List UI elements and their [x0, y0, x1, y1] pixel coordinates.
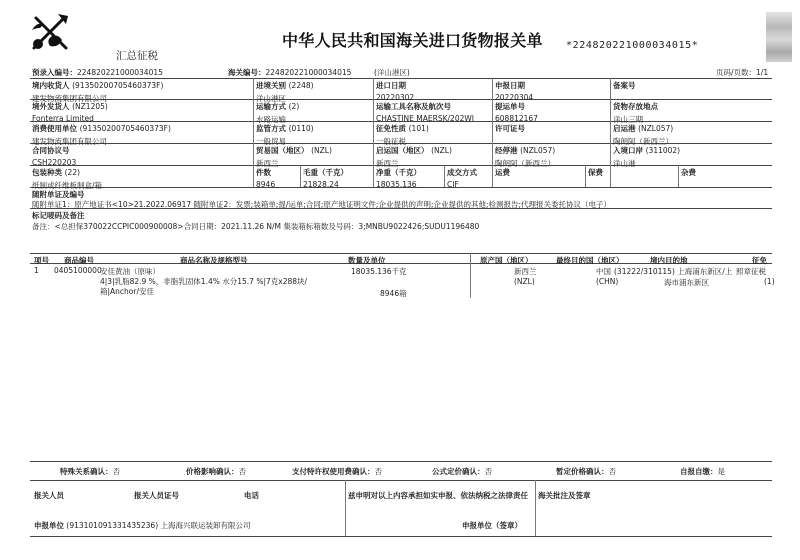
package-type-field: 包装种类 (22) 纸制或纤维板制盒/箱 — [32, 168, 103, 190]
page-title: 中华人民共和国海关进口货物报关单 — [282, 31, 543, 50]
docs-label: 随附单证及编号 — [32, 190, 85, 199]
goods-header-exemption: 征免 — [752, 256, 767, 265]
freight-field: 运费 — [495, 168, 510, 177]
goods-code: 0405100000 — [54, 266, 102, 275]
customs-number: 海关编号：224820221000034015 — [228, 68, 352, 77]
marks-label: 标记唛码及备注 — [32, 211, 85, 220]
declarant-label: 报关人员 — [34, 491, 64, 500]
special-relation-confirm: 特殊关系确认：否 — [60, 467, 120, 476]
goods-qty-weight: 18035.136千克 — [351, 267, 407, 276]
declare-unit-seal: 申报单位（签章） — [462, 521, 522, 530]
barcode-text: *224820221000034015* — [566, 40, 699, 51]
docs-line: 随附单证1：原产地证书<10>21.2022.06917 随附单证2：发票;装箱单;提/运单;合同;原产地证明文件;企业提供的声明;企业提供的其他;检测报告;代理报关委托协议（电子） — [32, 200, 612, 209]
pieces-field: 件数 8946 — [256, 168, 276, 189]
goods-dest-place-line2: 海市浦东新区 — [664, 278, 709, 287]
page-number: 页码/页数：1/1 — [716, 68, 769, 77]
transport-tool-field: 运输工具名称及航次号 CHASTINE MAERSK/202WI — [376, 102, 474, 123]
legal-statement: 兹申明对以上内容承担如实申报、依法纳税之法律责任 — [348, 491, 528, 500]
tax-nature-field: 征免性质 (101) 一般征税 — [376, 124, 429, 146]
consumer-field: 消费使用单位 (91350200705460373F) 建发物流集团有限公司 — [32, 124, 171, 146]
overseas-shipper-field: 境外发货人 (NZ1205) Fonterra Limited — [32, 102, 108, 123]
net-weight-field: 净重（千克） 18035.136 — [376, 168, 421, 189]
entry-port-field: 入境口岸 (311002) 洋山港 — [613, 146, 681, 168]
entry-customs-field: 进境关别 (2248) 洋山港区 — [256, 81, 314, 103]
declarant-cert-label: 报关人员证号 — [134, 491, 179, 500]
misc-fee-field: 杂费 — [681, 168, 696, 177]
goods-name-line1: 安佳黄油（原味） — [100, 267, 160, 276]
goods-header-qty: 数量及单位 — [348, 256, 386, 265]
customs-remarks-label: 海关批注及签章 — [538, 491, 591, 500]
goods-origin-name: 新西兰 — [514, 267, 537, 276]
license-number-field: 许可证号 — [495, 124, 525, 133]
goods-header-code: 商品编号 — [64, 256, 94, 265]
phone-label: 电话 — [244, 491, 259, 500]
transit-port-field: 经停港 (NZL057) 陶朗阿（新西兰） — [495, 146, 556, 168]
supervision-mode-field: 监管方式 (0110) 一般贸易 — [256, 124, 314, 146]
insurance-field: 保费 — [588, 168, 603, 177]
contract-number-field: 合同协议号 CSH220203 — [32, 146, 77, 167]
goods-name-line2: 4|3|乳脂82.9 %，非脂乳固体1.4% 水分15.7 %|7克x288块/箱|Anchor/安佳 — [100, 277, 308, 296]
import-date-field: 进口日期 20220302 — [376, 81, 415, 102]
goods-dest-country-code: (CHN) — [596, 277, 619, 286]
redacted-qr-code — [766, 12, 792, 62]
goods-header-item-no: 项号 — [34, 256, 49, 265]
declare-unit: 申报单位 (913101091331435236) 上海海兴联运装卸有限公司 — [34, 521, 251, 530]
pre-entry-number: 预录入编号：224820221000034015 — [32, 68, 163, 77]
deal-mode-field: 成交方式 CIF — [447, 168, 477, 189]
goods-item-no: 1 — [34, 266, 39, 275]
goods-dest-country: 中国 — [596, 267, 611, 276]
trade-country-field: 贸易国（地区） (NZL) 新西兰 — [256, 146, 332, 168]
goods-header-origin: 原产国（地区） — [480, 256, 533, 265]
goods-header-name: 商品名称及规格型号 — [180, 256, 248, 265]
goods-header-dest-place: 境内目的地 — [650, 256, 688, 265]
self-pay-confirm: 自报自缴：是 — [680, 467, 725, 476]
formula-price-confirm: 公式定价确认：否 — [432, 467, 492, 476]
goods-exemption-line1: 照章征税 — [736, 267, 766, 276]
record-number-field: 备案号 — [613, 81, 636, 90]
goods-dest-place-line1: (31222/310115) 上海浦东新区/上 — [614, 267, 733, 276]
gross-weight-field: 毛重（千克） 21828.24 — [303, 168, 348, 189]
declare-date-field: 申报日期 20220304 — [495, 81, 534, 102]
transport-mode-field: 运输方式 (2) 水路运输 — [256, 102, 300, 124]
goods-origin-code: (NZL) — [514, 277, 535, 286]
goods-qty-boxes: 8946箱 — [380, 289, 407, 298]
goods-header-final-dest: 最终目的国（地区） — [556, 256, 624, 265]
storage-place-field: 货物存放地点 洋山三期 — [613, 102, 658, 124]
bill-number-field: 提运单号 608812167 — [495, 102, 538, 123]
consignee-field: 境内收货人 (91350200705460373F) 建发物流集团有限公司 — [32, 81, 164, 103]
summary-tax-label: 汇总征税 — [116, 50, 158, 62]
price-effect-confirm: 价格影响确认：否 — [186, 467, 246, 476]
origin-country-field: 启运国（地区） (NZL) 新西兰 — [376, 146, 452, 168]
port-note: (洋山港区) — [374, 68, 410, 77]
royalty-confirm: 支付特许权使用费确认：否 — [292, 467, 382, 476]
departure-port-field: 启运港 (NZL057) 陶朗阿（新西兰） — [613, 124, 674, 146]
tentative-price-confirm: 暂定价格确认：否 — [556, 467, 616, 476]
marks-line: 备注：<总担保370022CCPIC000900008>合同日期：2021.11.26 N/M 集装箱标箱数及号码：3;MNBU9022426;SUDU1196480 — [32, 222, 480, 231]
customs-emblem-icon — [28, 10, 72, 54]
goods-exemption-line2: (1) — [764, 277, 775, 286]
